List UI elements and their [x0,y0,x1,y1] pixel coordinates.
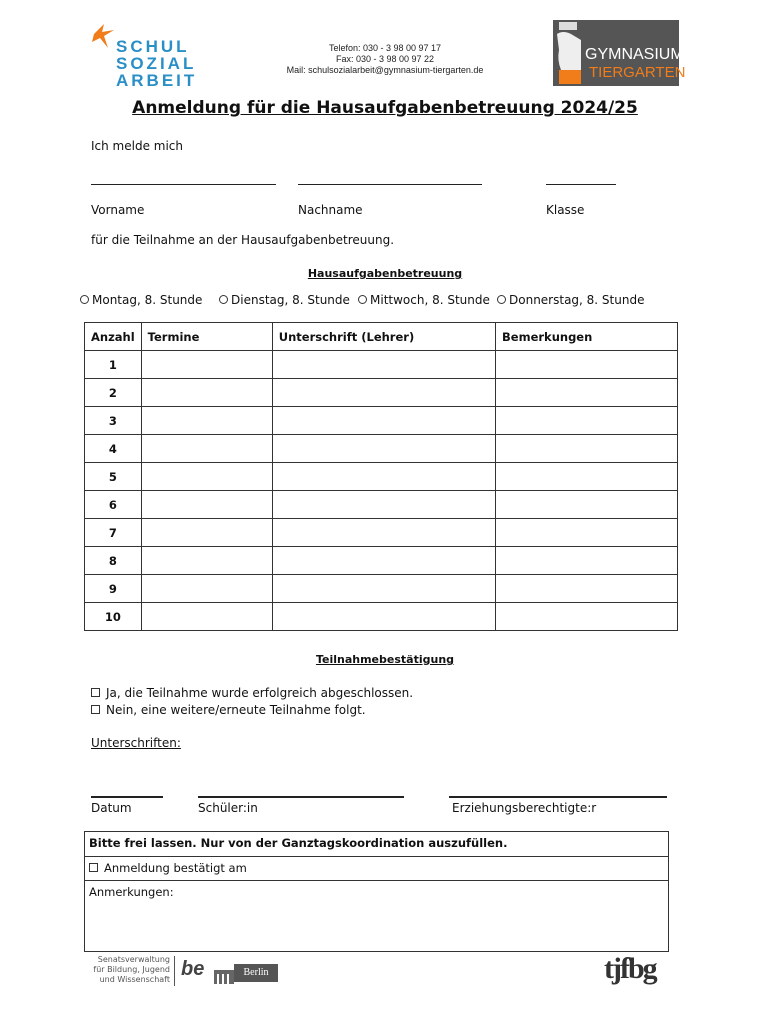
class-label: Klasse [546,203,585,217]
option-thursday[interactable]: Donnerstag, 8. Stunde [497,293,644,307]
header-remarks: Bemerkungen [496,323,678,351]
be-logo: be [181,958,205,980]
student-label: Schüler:in [198,801,258,815]
table-row [85,463,678,491]
date-cell[interactable] [141,491,272,519]
row-number: 10 [85,603,142,631]
radio-icon[interactable] [497,295,506,304]
teacher-signature-cell[interactable] [272,463,495,491]
confirm-yes-option[interactable]: Ja, die Teilnahme wurde erfolgreich abgeschlossen. [91,686,413,700]
first-name-line[interactable] [91,184,276,185]
student-signature-line[interactable] [198,796,404,798]
row-number: 1 [85,351,142,379]
logo-line-1: SCHUL [116,37,190,56]
radio-icon[interactable] [358,295,367,304]
contact-fax: Fax: 030 - 3 98 00 97 22 [335,54,435,64]
date-cell[interactable] [141,547,272,575]
logo-line-2: SOZIAL [116,54,197,73]
remarks-cell[interactable] [496,435,678,463]
footer-divider [174,956,175,986]
checkbox-icon[interactable] [91,705,100,714]
logo-gymnasium-text: GYMNASIUM [585,46,684,63]
contact-info [270,43,500,76]
header-dates: Termine [141,323,272,351]
remarks-cell[interactable] [496,491,678,519]
teacher-signature-cell[interactable] [272,351,495,379]
date-cell[interactable] [141,463,272,491]
teacher-signature-cell[interactable] [272,603,495,631]
teacher-signature-cell[interactable] [272,575,495,603]
remarks-cell[interactable] [496,407,678,435]
remarks-cell[interactable] [496,547,678,575]
date-cell[interactable] [141,435,272,463]
contact-phone: Telefon: 030 - 3 98 00 97 17 [328,43,442,53]
remarks-cell[interactable] [496,463,678,491]
table-row [85,379,678,407]
logo-line-3: ARBEIT [116,71,198,90]
remarks-cell[interactable] [496,519,678,547]
date-cell[interactable] [141,351,272,379]
row-number: 6 [85,491,142,519]
header-teacher-signature: Unterschrift (Lehrer) [272,323,495,351]
date-cell[interactable] [141,519,272,547]
guardian-label: Erziehungsberechtigte:r [452,801,597,815]
remarks-cell[interactable] [496,603,678,631]
date-label: Datum [91,801,132,815]
date-line[interactable] [91,796,163,798]
date-cell[interactable] [141,603,272,631]
office-box-heading: Bitte frei lassen. Nur von der Ganztagskoordination auszufüllen. [84,831,669,857]
date-cell[interactable] [141,379,272,407]
teacher-signature-cell[interactable] [272,407,495,435]
table-header-row [85,323,678,351]
table-row [85,519,678,547]
remarks-cell[interactable] [496,379,678,407]
intro-text: Ich melde mich [91,139,184,153]
table-row [85,491,678,519]
first-name-label: Vorname [91,203,145,217]
participation-text: für die Teilnahme an der Hausaufgabenbetreuung. [91,233,395,247]
table-row [85,603,678,631]
teacher-signature-cell[interactable] [272,435,495,463]
senate-logo: Senatsverwaltung für Bildung, Jugend und Wissenschaft [93,955,170,984]
berlin-bear-icon [214,968,234,984]
confirm-no-option[interactable]: Nein, eine weitere/erneute Teilnahme folgt. [91,703,366,717]
checkbox-icon[interactable] [91,688,100,697]
teacher-signature-cell[interactable] [272,519,495,547]
radio-icon[interactable] [80,295,89,304]
confirmation-title: Teilnahmebestätigung [315,653,455,666]
row-number: 9 [85,575,142,603]
remarks-cell[interactable] [496,575,678,603]
table-row [85,351,678,379]
last-name-label: Nachname [298,203,363,217]
table-row [85,407,678,435]
page-title: Anmeldung für die Hausaufgabenbetreuung 2024/25 [132,98,638,118]
option-wednesday[interactable]: Mittwoch, 8. Stunde [358,293,490,307]
table-row [85,435,678,463]
schulsozialarbeit-logo [90,20,200,90]
logo-tiergarten-text: TIERGARTEN [589,64,686,81]
teacher-signature-cell[interactable] [272,491,495,519]
row-number: 8 [85,547,142,575]
section-title: Hausaufgabenbetreuung [307,267,463,280]
row-number: 2 [85,379,142,407]
last-name-line[interactable] [298,184,482,185]
table-row [85,547,678,575]
tjfbg-logo: tjfbg [604,952,656,985]
gymnasium-logo [553,20,686,86]
guardian-signature-line[interactable] [449,796,667,798]
remarks-cell[interactable] [496,351,678,379]
date-cell[interactable] [141,407,272,435]
figure-icon [90,20,116,50]
berlin-logo: Berlin [234,964,278,982]
row-number: 7 [85,519,142,547]
table-row [85,575,678,603]
class-line[interactable] [546,184,616,185]
header-count: Anzahl [85,323,142,351]
office-box-confirm[interactable]: Anmeldung bestätigt am [84,856,669,881]
office-box-remarks[interactable]: Anmerkungen: [84,880,669,952]
row-number: 3 [85,407,142,435]
row-number: 5 [85,463,142,491]
row-number: 4 [85,435,142,463]
hand-icon [555,20,585,86]
signatures-title: Unterschriften: [91,736,181,750]
contact-mail: Mail: schulsozialarbeit@gymnasium-tiergarten.de [286,65,484,75]
radio-icon[interactable] [219,295,228,304]
attendance-table [84,322,678,631]
date-cell[interactable] [141,575,272,603]
teacher-signature-cell[interactable] [272,379,495,407]
teacher-signature-cell[interactable] [272,547,495,575]
checkbox-icon[interactable] [89,863,98,872]
option-monday[interactable]: Montag, 8. Stunde [80,293,202,307]
option-tuesday[interactable]: Dienstag, 8. Stunde [219,293,350,307]
